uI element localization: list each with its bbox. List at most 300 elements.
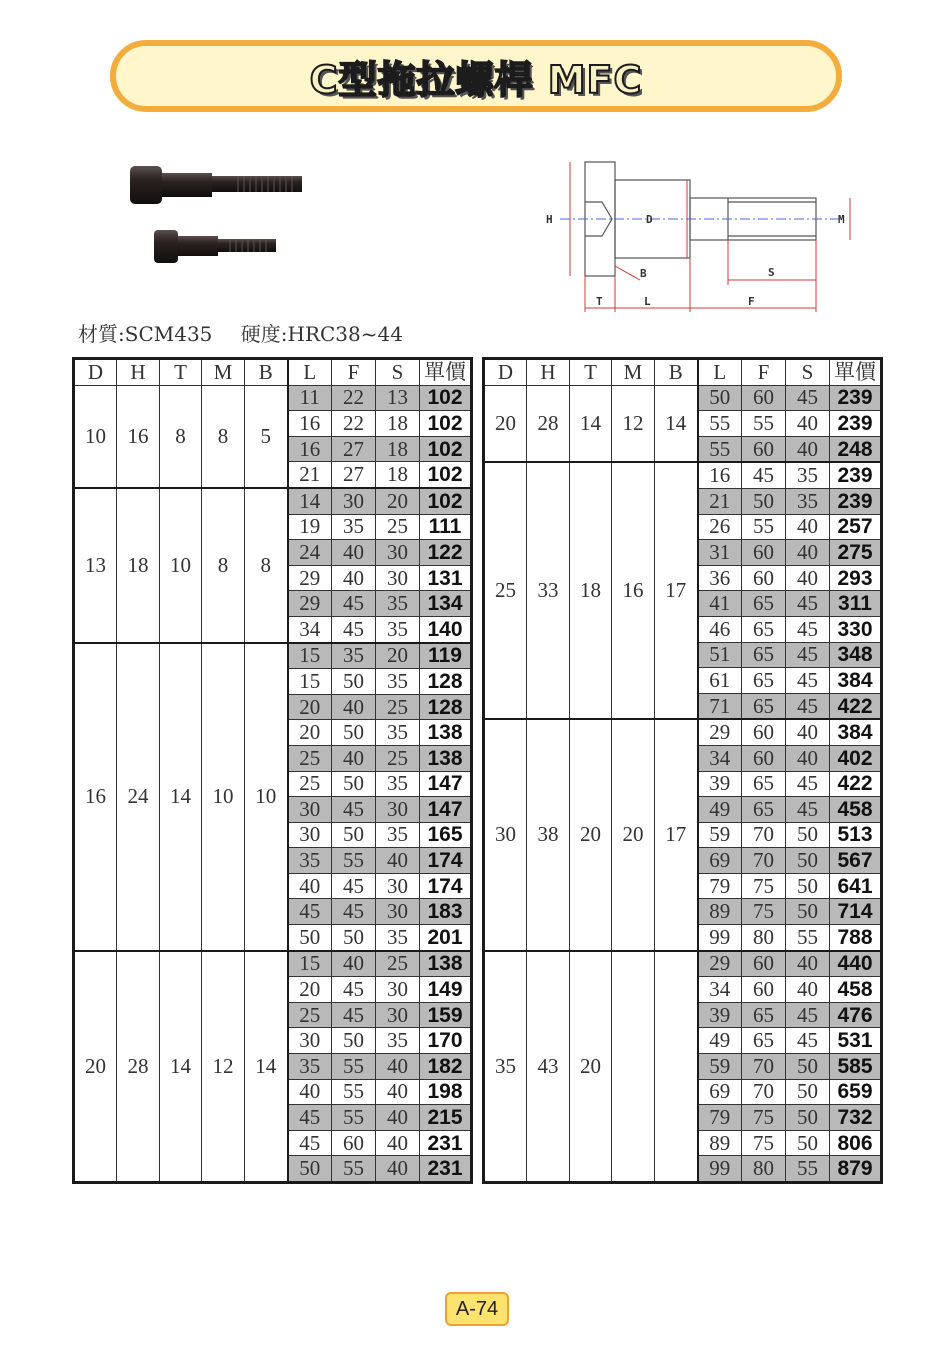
- spec-s: 45: [786, 1028, 830, 1054]
- spec-f: 60: [742, 745, 786, 771]
- spec-t: 10: [160, 488, 202, 643]
- spec-l: 50: [698, 385, 742, 411]
- spec-f: 45: [332, 899, 376, 925]
- table-row: [74, 488, 472, 514]
- spec-s: 45: [786, 797, 830, 823]
- spec-b: [655, 951, 698, 1183]
- spec-t: 14: [160, 643, 202, 951]
- spec-s: 40: [786, 411, 830, 437]
- price: 134: [420, 591, 472, 617]
- spec-l: 20: [288, 694, 332, 720]
- column-header: S: [376, 359, 420, 386]
- spec-s: 30: [376, 540, 420, 566]
- column-header: H: [527, 359, 570, 386]
- spec-h: 16: [117, 385, 160, 488]
- spec-f: 35: [332, 643, 376, 669]
- spec-h: 18: [117, 488, 160, 643]
- price: 102: [420, 436, 472, 462]
- price: 128: [420, 694, 472, 720]
- price: 248: [830, 436, 882, 462]
- price: 402: [830, 745, 882, 771]
- column-header: 單價: [420, 359, 472, 386]
- price: 147: [420, 771, 472, 797]
- price: 275: [830, 540, 882, 566]
- spec-m: 12: [612, 385, 655, 462]
- spec-s: 40: [786, 977, 830, 1003]
- spec-s: 35: [376, 669, 420, 695]
- spec-f: 75: [742, 1105, 786, 1131]
- column-header: M: [202, 359, 245, 386]
- price: 257: [830, 514, 882, 540]
- price: 732: [830, 1105, 882, 1131]
- spec-b: 14: [655, 385, 698, 462]
- spec-l: 16: [288, 411, 332, 437]
- spec-f: 40: [332, 565, 376, 591]
- spec-l: 20: [288, 977, 332, 1003]
- spec-l: 29: [288, 565, 332, 591]
- spec-s: 40: [376, 1130, 420, 1156]
- spec-d: 20: [484, 385, 527, 462]
- spec-l: 31: [698, 540, 742, 566]
- spec-f: 55: [332, 1105, 376, 1131]
- spec-l: 34: [698, 745, 742, 771]
- dim-label-l: L: [644, 295, 651, 308]
- spec-l: 16: [288, 436, 332, 462]
- price: 149: [420, 977, 472, 1003]
- price: 788: [830, 925, 882, 951]
- large-bolt-image: [130, 166, 302, 204]
- spec-l: 59: [698, 822, 742, 848]
- spec-l: 15: [288, 951, 332, 977]
- spec-l: 35: [288, 1054, 332, 1080]
- spec-l: 50: [288, 925, 332, 951]
- spec-f: 40: [332, 745, 376, 771]
- spec-f: 50: [332, 1028, 376, 1054]
- price: 422: [830, 771, 882, 797]
- spec-l: 69: [698, 848, 742, 874]
- spec-s: 45: [786, 642, 830, 668]
- table-header-row: [484, 359, 882, 386]
- spec-s: 35: [376, 771, 420, 797]
- spec-f: 50: [332, 720, 376, 746]
- dim-label-d: D: [646, 213, 653, 226]
- title-banner: [110, 40, 842, 112]
- price: 440: [830, 951, 882, 977]
- spec-s: 35: [786, 488, 830, 514]
- spec-l: 71: [698, 693, 742, 719]
- table-row: [74, 951, 472, 977]
- spec-l: 59: [698, 1054, 742, 1080]
- spec-s: 25: [376, 694, 420, 720]
- price: 138: [420, 951, 472, 977]
- spec-h: 43: [527, 951, 570, 1183]
- spec-s: 45: [786, 616, 830, 642]
- spec-s: 50: [786, 873, 830, 899]
- price: 131: [420, 565, 472, 591]
- price: 348: [830, 642, 882, 668]
- spec-l: 89: [698, 1130, 742, 1156]
- spec-f: 75: [742, 899, 786, 925]
- spec-l: 19: [288, 514, 332, 540]
- price: 293: [830, 565, 882, 591]
- spec-s: 50: [786, 1054, 830, 1080]
- spec-d: 25: [484, 462, 527, 719]
- spec-l: 51: [698, 642, 742, 668]
- spec-f: 65: [742, 591, 786, 617]
- spec-l: 30: [288, 1028, 332, 1054]
- price: 239: [830, 488, 882, 514]
- price: 641: [830, 873, 882, 899]
- spec-s: 30: [376, 899, 420, 925]
- spec-s: 18: [376, 462, 420, 488]
- spec-f: 45: [742, 462, 786, 488]
- price: 111: [420, 514, 472, 540]
- spec-s: 35: [376, 591, 420, 617]
- dim-label-m: M: [838, 213, 845, 226]
- spec-f: 27: [332, 462, 376, 488]
- spec-s: 30: [376, 977, 420, 1003]
- spec-s: 25: [376, 745, 420, 771]
- spec-table-right: [482, 357, 883, 1184]
- price: 119: [420, 643, 472, 669]
- spec-s: 35: [376, 720, 420, 746]
- spec-l: 16: [698, 462, 742, 488]
- spec-f: 55: [332, 1079, 376, 1105]
- spec-f: 35: [332, 514, 376, 540]
- spec-l: 36: [698, 565, 742, 591]
- spec-m: 12: [202, 951, 245, 1183]
- spec-s: 35: [376, 1028, 420, 1054]
- spec-s: 50: [786, 1105, 830, 1131]
- price: 231: [420, 1156, 472, 1183]
- spec-f: 50: [742, 488, 786, 514]
- spec-f: 22: [332, 385, 376, 411]
- column-header: M: [612, 359, 655, 386]
- price: 138: [420, 720, 472, 746]
- spec-f: 45: [332, 797, 376, 823]
- spec-l: 50: [288, 1156, 332, 1183]
- price: 165: [420, 822, 472, 848]
- dim-label-h: H: [546, 213, 553, 226]
- spec-l: 79: [698, 1105, 742, 1131]
- price: 198: [420, 1079, 472, 1105]
- column-header: B: [245, 359, 288, 386]
- spec-l: 15: [288, 643, 332, 669]
- column-header: H: [117, 359, 160, 386]
- price: 879: [830, 1156, 882, 1183]
- spec-s: 40: [786, 951, 830, 977]
- spec-h: 38: [527, 719, 570, 950]
- price: 201: [420, 925, 472, 951]
- spec-m: 8: [202, 385, 245, 488]
- spec-f: 65: [742, 668, 786, 694]
- spec-l: 25: [288, 745, 332, 771]
- price: 311: [830, 591, 882, 617]
- spec-f: 50: [332, 669, 376, 695]
- spec-s: 40: [786, 719, 830, 745]
- spec-s: 50: [786, 1079, 830, 1105]
- spec-s: 55: [786, 1156, 830, 1183]
- table-row: [484, 951, 882, 977]
- price: 231: [420, 1130, 472, 1156]
- spec-f: 70: [742, 822, 786, 848]
- spec-t: 20: [570, 951, 612, 1183]
- column-header: L: [288, 359, 332, 386]
- spec-s: 50: [786, 822, 830, 848]
- price: 659: [830, 1079, 882, 1105]
- column-header: T: [160, 359, 202, 386]
- spec-f: 60: [742, 436, 786, 462]
- spec-f: 70: [742, 1054, 786, 1080]
- spec-l: 40: [288, 1079, 332, 1105]
- bolt-photo: [120, 150, 320, 275]
- spec-l: 41: [698, 591, 742, 617]
- spec-f: 65: [742, 1028, 786, 1054]
- spec-l: 26: [698, 514, 742, 540]
- spec-t: 14: [570, 385, 612, 462]
- spec-t: 18: [570, 462, 612, 719]
- price: 585: [830, 1054, 882, 1080]
- spec-h: 28: [527, 385, 570, 462]
- spec-f: 50: [332, 925, 376, 951]
- price: 102: [420, 411, 472, 437]
- spec-l: 46: [698, 616, 742, 642]
- spec-f: 65: [742, 797, 786, 823]
- spec-f: 40: [332, 951, 376, 977]
- spec-l: 89: [698, 899, 742, 925]
- spec-f: 65: [742, 616, 786, 642]
- price: 159: [420, 1002, 472, 1028]
- spec-l: 30: [288, 797, 332, 823]
- price: 215: [420, 1105, 472, 1131]
- spec-f: 55: [332, 848, 376, 874]
- spec-t: 8: [160, 385, 202, 488]
- spec-s: 50: [786, 899, 830, 925]
- price: 170: [420, 1028, 472, 1054]
- price: 330: [830, 616, 882, 642]
- price: 182: [420, 1054, 472, 1080]
- spec-t: 14: [160, 951, 202, 1183]
- column-header: 單價: [830, 359, 882, 386]
- column-header: T: [570, 359, 612, 386]
- spec-f: 75: [742, 1130, 786, 1156]
- spec-s: 45: [786, 771, 830, 797]
- spec-s: 13: [376, 385, 420, 411]
- spec-f: 40: [332, 540, 376, 566]
- spec-s: 40: [786, 540, 830, 566]
- spec-f: 60: [742, 719, 786, 745]
- spec-s: 18: [376, 436, 420, 462]
- spec-l: 45: [288, 899, 332, 925]
- price: 806: [830, 1130, 882, 1156]
- technical-drawing: [540, 150, 870, 320]
- dim-label-t: T: [596, 295, 603, 308]
- spec-s: 30: [376, 565, 420, 591]
- spec-f: 50: [332, 822, 376, 848]
- spec-d: 16: [74, 643, 117, 951]
- spec-l: 20: [288, 720, 332, 746]
- spec-l: 35: [288, 848, 332, 874]
- spec-s: 55: [786, 925, 830, 951]
- table-row: [484, 719, 882, 745]
- spec-b: 5: [245, 385, 288, 488]
- spec-s: 40: [376, 848, 420, 874]
- spec-s: 50: [786, 1130, 830, 1156]
- price: 239: [830, 385, 882, 411]
- spec-s: 18: [376, 411, 420, 437]
- price: 384: [830, 668, 882, 694]
- spec-l: 21: [288, 462, 332, 488]
- page-title: C型拖拉螺桿 MFC: [309, 57, 643, 102]
- column-header: L: [698, 359, 742, 386]
- price: 102: [420, 488, 472, 514]
- spec-s: 45: [786, 385, 830, 411]
- price: 476: [830, 1002, 882, 1028]
- spec-s: 50: [786, 848, 830, 874]
- small-bolt-image: [154, 230, 276, 263]
- spec-b: 8: [245, 488, 288, 643]
- spec-s: 45: [786, 591, 830, 617]
- spec-s: 35: [376, 925, 420, 951]
- price: 128: [420, 669, 472, 695]
- price: 567: [830, 848, 882, 874]
- price: 102: [420, 385, 472, 411]
- spec-b: 17: [655, 719, 698, 950]
- spec-s: 25: [376, 514, 420, 540]
- spec-s: 30: [376, 1002, 420, 1028]
- spec-h: 28: [117, 951, 160, 1183]
- price: 122: [420, 540, 472, 566]
- spec-d: 20: [74, 951, 117, 1183]
- spec-f: 60: [742, 951, 786, 977]
- dim-label-f: F: [748, 295, 755, 308]
- spec-m: 10: [202, 643, 245, 951]
- spec-f: 22: [332, 411, 376, 437]
- spec-f: 45: [332, 977, 376, 1003]
- price: 140: [420, 616, 472, 642]
- spec-s: 40: [786, 436, 830, 462]
- price: 138: [420, 745, 472, 771]
- spec-t: 20: [570, 719, 612, 950]
- spec-s: 35: [376, 822, 420, 848]
- spec-b: 17: [655, 462, 698, 719]
- spec-m: [612, 951, 655, 1183]
- price: 239: [830, 462, 882, 488]
- spec-s: 20: [376, 488, 420, 514]
- spec-s: 40: [376, 1156, 420, 1183]
- spec-s: 30: [376, 873, 420, 899]
- spec-f: 60: [742, 540, 786, 566]
- spec-b: 10: [245, 643, 288, 951]
- spec-d: 10: [74, 385, 117, 488]
- spec-f: 65: [742, 1002, 786, 1028]
- spec-f: 60: [742, 977, 786, 1003]
- spec-l: 40: [288, 873, 332, 899]
- spec-l: 11: [288, 385, 332, 411]
- spec-l: 49: [698, 1028, 742, 1054]
- column-header: D: [74, 359, 117, 386]
- spec-l: 29: [288, 591, 332, 617]
- spec-b: 14: [245, 951, 288, 1183]
- spec-f: 45: [332, 1002, 376, 1028]
- price: 174: [420, 848, 472, 874]
- spec-f: 75: [742, 873, 786, 899]
- spec-l: 21: [698, 488, 742, 514]
- dim-label-s: S: [768, 266, 775, 279]
- table-row: [484, 385, 882, 411]
- spec-l: 55: [698, 436, 742, 462]
- spec-l: 30: [288, 822, 332, 848]
- spec-f: 27: [332, 436, 376, 462]
- price: 458: [830, 797, 882, 823]
- spec-s: 35: [786, 462, 830, 488]
- spec-f: 60: [742, 385, 786, 411]
- price: 714: [830, 899, 882, 925]
- spec-l: 39: [698, 771, 742, 797]
- spec-l: 61: [698, 668, 742, 694]
- spec-l: 55: [698, 411, 742, 437]
- price: 531: [830, 1028, 882, 1054]
- spec-l: 34: [288, 616, 332, 642]
- spec-f: 70: [742, 848, 786, 874]
- spec-table-left: [72, 357, 473, 1184]
- spec-m: 8: [202, 488, 245, 643]
- page-number: A-74: [445, 1292, 509, 1326]
- spec-f: 30: [332, 488, 376, 514]
- spec-m: 20: [612, 719, 655, 950]
- spec-l: 25: [288, 1002, 332, 1028]
- column-header: F: [332, 359, 376, 386]
- spec-f: 60: [742, 565, 786, 591]
- column-header: S: [786, 359, 830, 386]
- spec-s: 45: [786, 693, 830, 719]
- spec-l: 25: [288, 771, 332, 797]
- spec-l: 99: [698, 925, 742, 951]
- spec-f: 65: [742, 771, 786, 797]
- table-row: [74, 643, 472, 669]
- spec-l: 99: [698, 1156, 742, 1183]
- price: 513: [830, 822, 882, 848]
- spec-l: 49: [698, 797, 742, 823]
- spec-f: 70: [742, 1079, 786, 1105]
- spec-s: 40: [376, 1054, 420, 1080]
- spec-l: 29: [698, 719, 742, 745]
- spec-s: 40: [376, 1079, 420, 1105]
- spec-l: 15: [288, 669, 332, 695]
- spec-h: 33: [527, 462, 570, 719]
- spec-f: 55: [742, 411, 786, 437]
- spec-s: 30: [376, 797, 420, 823]
- spec-d: 13: [74, 488, 117, 643]
- price: 384: [830, 719, 882, 745]
- column-header: B: [655, 359, 698, 386]
- price: 239: [830, 411, 882, 437]
- spec-f: 45: [332, 616, 376, 642]
- spec-s: 40: [786, 565, 830, 591]
- column-header: F: [742, 359, 786, 386]
- spec-f: 60: [332, 1130, 376, 1156]
- spec-s: 20: [376, 643, 420, 669]
- spec-f: 55: [742, 514, 786, 540]
- spec-l: 45: [288, 1105, 332, 1131]
- price: 458: [830, 977, 882, 1003]
- spec-f: 40: [332, 694, 376, 720]
- spec-f: 45: [332, 591, 376, 617]
- table-row: [484, 462, 882, 488]
- spec-f: 55: [332, 1054, 376, 1080]
- table-row: [74, 385, 472, 411]
- material-text: 材質:SCM435: [78, 322, 213, 346]
